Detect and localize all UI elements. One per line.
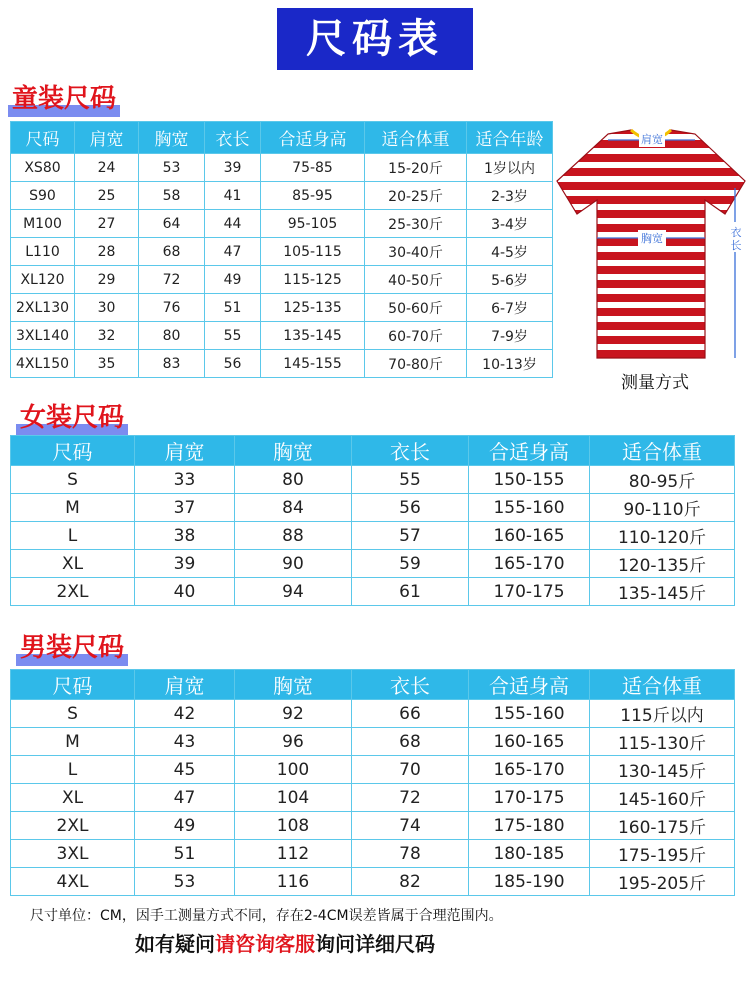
shirt-stripe bbox=[553, 294, 750, 302]
table-cell: XL bbox=[11, 784, 135, 812]
table-cell: 37 bbox=[135, 494, 235, 522]
kids-section-title: 童装尺码 bbox=[8, 78, 120, 117]
length-label-1: 衣 bbox=[730, 226, 742, 239]
table-cell: 68 bbox=[352, 728, 469, 756]
chest-label: 胸宽 bbox=[641, 232, 663, 245]
table-cell: 78 bbox=[352, 840, 469, 868]
table-cell: 29 bbox=[75, 266, 139, 294]
table-cell: 4-5岁 bbox=[467, 238, 553, 266]
table-cell: 40-50斤 bbox=[365, 266, 467, 294]
table-cell: 49 bbox=[135, 812, 235, 840]
contact-service-note bbox=[135, 928, 435, 957]
table-cell: 3XL bbox=[11, 840, 135, 868]
table-cell: 180-185 bbox=[469, 840, 590, 868]
shirt-stripe bbox=[553, 350, 750, 358]
shirt-stripe bbox=[553, 280, 750, 288]
table-cell: 74 bbox=[352, 812, 469, 840]
men-header-cell: 衣长 bbox=[352, 670, 469, 700]
table-cell: 100 bbox=[235, 756, 352, 784]
women-header-row bbox=[11, 436, 735, 466]
measurement-diagram bbox=[553, 126, 750, 366]
shoulder-label: 肩宽 bbox=[641, 133, 663, 146]
table-cell: 150-155 bbox=[469, 466, 590, 494]
shirt-stripe bbox=[553, 322, 750, 330]
women-header-cell: 胸宽 bbox=[235, 436, 352, 466]
women-section-title: 女装尺码 bbox=[16, 397, 128, 436]
kids-header-row bbox=[11, 122, 553, 154]
table-cell: 43 bbox=[135, 728, 235, 756]
table-cell: 195-205斤 bbox=[590, 868, 735, 896]
table-cell: 59 bbox=[352, 550, 469, 578]
table-cell: 27 bbox=[75, 210, 139, 238]
women-header-cell: 尺码 bbox=[11, 436, 135, 466]
table-row bbox=[11, 578, 735, 606]
table-cell: 76 bbox=[139, 294, 205, 322]
table-cell: 115-130斤 bbox=[590, 728, 735, 756]
table-cell: 72 bbox=[352, 784, 469, 812]
table-cell: 125-135 bbox=[261, 294, 365, 322]
table-cell: 108 bbox=[235, 812, 352, 840]
page-title: 尺码表 bbox=[277, 8, 473, 70]
table-cell: 80-95斤 bbox=[590, 466, 735, 494]
men-table-body bbox=[11, 700, 735, 896]
table-cell: 35 bbox=[75, 350, 139, 378]
table-cell: 3XL140 bbox=[11, 322, 75, 350]
kids-header-cell: 衣长 bbox=[205, 122, 261, 154]
table-cell: 135-145斤 bbox=[590, 578, 735, 606]
men-section-title: 男装尺码 bbox=[16, 627, 128, 666]
table-row bbox=[11, 840, 735, 868]
table-cell: 88 bbox=[235, 522, 352, 550]
table-cell: 160-175斤 bbox=[590, 812, 735, 840]
table-cell: 80 bbox=[235, 466, 352, 494]
shirt-stripe bbox=[553, 252, 750, 260]
table-cell: 115-125 bbox=[261, 266, 365, 294]
shirt-stripe bbox=[553, 308, 750, 316]
table-cell: 104 bbox=[235, 784, 352, 812]
shirt-stripe bbox=[553, 168, 750, 176]
men-size-table bbox=[10, 669, 735, 896]
table-cell: 80 bbox=[139, 322, 205, 350]
table-cell: 30-40斤 bbox=[365, 238, 467, 266]
contact-suffix: 询问详细尺码 bbox=[315, 932, 435, 956]
women-header-cell: 适合体重 bbox=[590, 436, 735, 466]
contact-highlight: 请咨询客服 bbox=[215, 932, 315, 956]
table-cell: 47 bbox=[135, 784, 235, 812]
table-cell: 112 bbox=[235, 840, 352, 868]
table-cell: XL bbox=[11, 550, 135, 578]
table-cell: M100 bbox=[11, 210, 75, 238]
table-cell: 20-25斤 bbox=[365, 182, 467, 210]
table-cell: 39 bbox=[135, 550, 235, 578]
men-header-cell: 尺码 bbox=[11, 670, 135, 700]
men-header-cell: 肩宽 bbox=[135, 670, 235, 700]
women-header-cell: 肩宽 bbox=[135, 436, 235, 466]
table-cell: 130-145斤 bbox=[590, 756, 735, 784]
table-cell: 6-7岁 bbox=[467, 294, 553, 322]
table-cell: 47 bbox=[205, 238, 261, 266]
table-cell: 56 bbox=[352, 494, 469, 522]
table-cell: 4XL150 bbox=[11, 350, 75, 378]
table-row bbox=[11, 700, 735, 728]
table-cell: 44 bbox=[205, 210, 261, 238]
shirt-stripe bbox=[553, 182, 750, 190]
table-cell: 85-95 bbox=[261, 182, 365, 210]
striped-tshirt-illustration bbox=[553, 126, 750, 366]
table-cell: 24 bbox=[75, 154, 139, 182]
table-cell: 145-155 bbox=[261, 350, 365, 378]
table-row bbox=[11, 812, 735, 840]
table-row bbox=[11, 210, 553, 238]
table-cell: 145-160斤 bbox=[590, 784, 735, 812]
table-cell: 115斤以内 bbox=[590, 700, 735, 728]
table-cell: 160-165 bbox=[469, 728, 590, 756]
kids-size-table bbox=[10, 121, 553, 378]
table-cell: M bbox=[11, 494, 135, 522]
shirt-stripe bbox=[553, 266, 750, 274]
table-cell: 25-30斤 bbox=[365, 210, 467, 238]
women-table-body bbox=[11, 466, 735, 606]
table-row bbox=[11, 294, 553, 322]
table-cell: 84 bbox=[235, 494, 352, 522]
table-cell: 165-170 bbox=[469, 550, 590, 578]
table-cell: 57 bbox=[352, 522, 469, 550]
table-cell: L bbox=[11, 522, 135, 550]
table-row bbox=[11, 350, 553, 378]
table-cell: XL120 bbox=[11, 266, 75, 294]
table-row bbox=[11, 550, 735, 578]
table-cell: XS80 bbox=[11, 154, 75, 182]
women-size-table bbox=[10, 435, 735, 606]
table-cell: 30 bbox=[75, 294, 139, 322]
kids-header-cell: 尺码 bbox=[11, 122, 75, 154]
table-cell: 160-165 bbox=[469, 522, 590, 550]
table-cell: 51 bbox=[135, 840, 235, 868]
contact-prefix: 如有疑问 bbox=[135, 932, 215, 956]
table-row bbox=[11, 728, 735, 756]
table-cell: 55 bbox=[205, 322, 261, 350]
table-cell: 95-105 bbox=[261, 210, 365, 238]
table-cell: 92 bbox=[235, 700, 352, 728]
table-cell: S bbox=[11, 700, 135, 728]
table-cell: 3-4岁 bbox=[467, 210, 553, 238]
table-cell: 82 bbox=[352, 868, 469, 896]
table-cell: 175-180 bbox=[469, 812, 590, 840]
kids-header-cell: 胸宽 bbox=[139, 122, 205, 154]
table-cell: 4XL bbox=[11, 868, 135, 896]
table-cell: 53 bbox=[135, 868, 235, 896]
table-cell: 96 bbox=[235, 728, 352, 756]
table-cell: 2-3岁 bbox=[467, 182, 553, 210]
kids-header-cell: 合适身高 bbox=[261, 122, 365, 154]
table-cell: 39 bbox=[205, 154, 261, 182]
men-header-cell: 适合体重 bbox=[590, 670, 735, 700]
table-cell: 60-70斤 bbox=[365, 322, 467, 350]
table-cell: 7-9岁 bbox=[467, 322, 553, 350]
table-row bbox=[11, 322, 553, 350]
table-cell: 2XL bbox=[11, 578, 135, 606]
kids-table-body bbox=[11, 154, 553, 378]
table-cell: 185-190 bbox=[469, 868, 590, 896]
table-cell: 68 bbox=[139, 238, 205, 266]
kids-header-cell: 适合体重 bbox=[365, 122, 467, 154]
table-cell: 58 bbox=[139, 182, 205, 210]
table-cell: 49 bbox=[205, 266, 261, 294]
men-header-cell: 合适身高 bbox=[469, 670, 590, 700]
table-cell: 72 bbox=[139, 266, 205, 294]
table-row bbox=[11, 868, 735, 896]
table-cell: 105-115 bbox=[261, 238, 365, 266]
table-cell: 175-195斤 bbox=[590, 840, 735, 868]
table-cell: 66 bbox=[352, 700, 469, 728]
men-header-row bbox=[11, 670, 735, 700]
table-cell: 41 bbox=[205, 182, 261, 210]
table-cell: L110 bbox=[11, 238, 75, 266]
table-cell: 1岁以内 bbox=[467, 154, 553, 182]
women-header-cell: 衣长 bbox=[352, 436, 469, 466]
table-row bbox=[11, 466, 735, 494]
table-cell: 28 bbox=[75, 238, 139, 266]
table-cell: 90 bbox=[235, 550, 352, 578]
table-cell: 40 bbox=[135, 578, 235, 606]
kids-header-cell: 适合年龄 bbox=[467, 122, 553, 154]
table-cell: 10-13岁 bbox=[467, 350, 553, 378]
size-unit-note: 尺寸单位：CM，因手工测量方式不同，存在2-4CM误差皆属于合理范围内。 bbox=[30, 908, 503, 924]
table-cell: M bbox=[11, 728, 135, 756]
table-row bbox=[11, 182, 553, 210]
table-cell: 70-80斤 bbox=[365, 350, 467, 378]
table-cell: 45 bbox=[135, 756, 235, 784]
table-row bbox=[11, 784, 735, 812]
table-cell: 25 bbox=[75, 182, 139, 210]
table-row bbox=[11, 238, 553, 266]
table-cell: 42 bbox=[135, 700, 235, 728]
table-cell: 51 bbox=[205, 294, 261, 322]
table-cell: 50-60斤 bbox=[365, 294, 467, 322]
table-cell: 75-85 bbox=[261, 154, 365, 182]
table-cell: 83 bbox=[139, 350, 205, 378]
measurement-caption: 测量方式 bbox=[621, 373, 689, 393]
table-cell: 116 bbox=[235, 868, 352, 896]
table-cell: S bbox=[11, 466, 135, 494]
table-cell: 155-160 bbox=[469, 494, 590, 522]
table-cell: 2XL130 bbox=[11, 294, 75, 322]
table-cell: 170-175 bbox=[469, 784, 590, 812]
table-cell: 135-145 bbox=[261, 322, 365, 350]
table-cell: 32 bbox=[75, 322, 139, 350]
table-cell: 56 bbox=[205, 350, 261, 378]
men-header-cell: 胸宽 bbox=[235, 670, 352, 700]
table-cell: L bbox=[11, 756, 135, 784]
table-cell: 5-6岁 bbox=[467, 266, 553, 294]
kids-header-cell: 肩宽 bbox=[75, 122, 139, 154]
length-label-2: 长 bbox=[730, 239, 742, 252]
table-cell: 94 bbox=[235, 578, 352, 606]
table-row bbox=[11, 266, 553, 294]
table-cell: S90 bbox=[11, 182, 75, 210]
table-row bbox=[11, 756, 735, 784]
table-cell: 110-120斤 bbox=[590, 522, 735, 550]
shirt-stripe bbox=[553, 196, 750, 204]
table-cell: 64 bbox=[139, 210, 205, 238]
table-row bbox=[11, 154, 553, 182]
table-row bbox=[11, 522, 735, 550]
table-cell: 2XL bbox=[11, 812, 135, 840]
women-header-cell: 合适身高 bbox=[469, 436, 590, 466]
table-cell: 165-170 bbox=[469, 756, 590, 784]
table-cell: 15-20斤 bbox=[365, 154, 467, 182]
table-cell: 155-160 bbox=[469, 700, 590, 728]
table-cell: 38 bbox=[135, 522, 235, 550]
table-cell: 33 bbox=[135, 466, 235, 494]
shirt-stripe bbox=[553, 364, 750, 366]
table-cell: 70 bbox=[352, 756, 469, 784]
table-cell: 55 bbox=[352, 466, 469, 494]
table-cell: 120-135斤 bbox=[590, 550, 735, 578]
shirt-stripe bbox=[553, 336, 750, 344]
table-cell: 170-175 bbox=[469, 578, 590, 606]
table-cell: 53 bbox=[139, 154, 205, 182]
table-cell: 61 bbox=[352, 578, 469, 606]
table-row bbox=[11, 494, 735, 522]
table-cell: 90-110斤 bbox=[590, 494, 735, 522]
